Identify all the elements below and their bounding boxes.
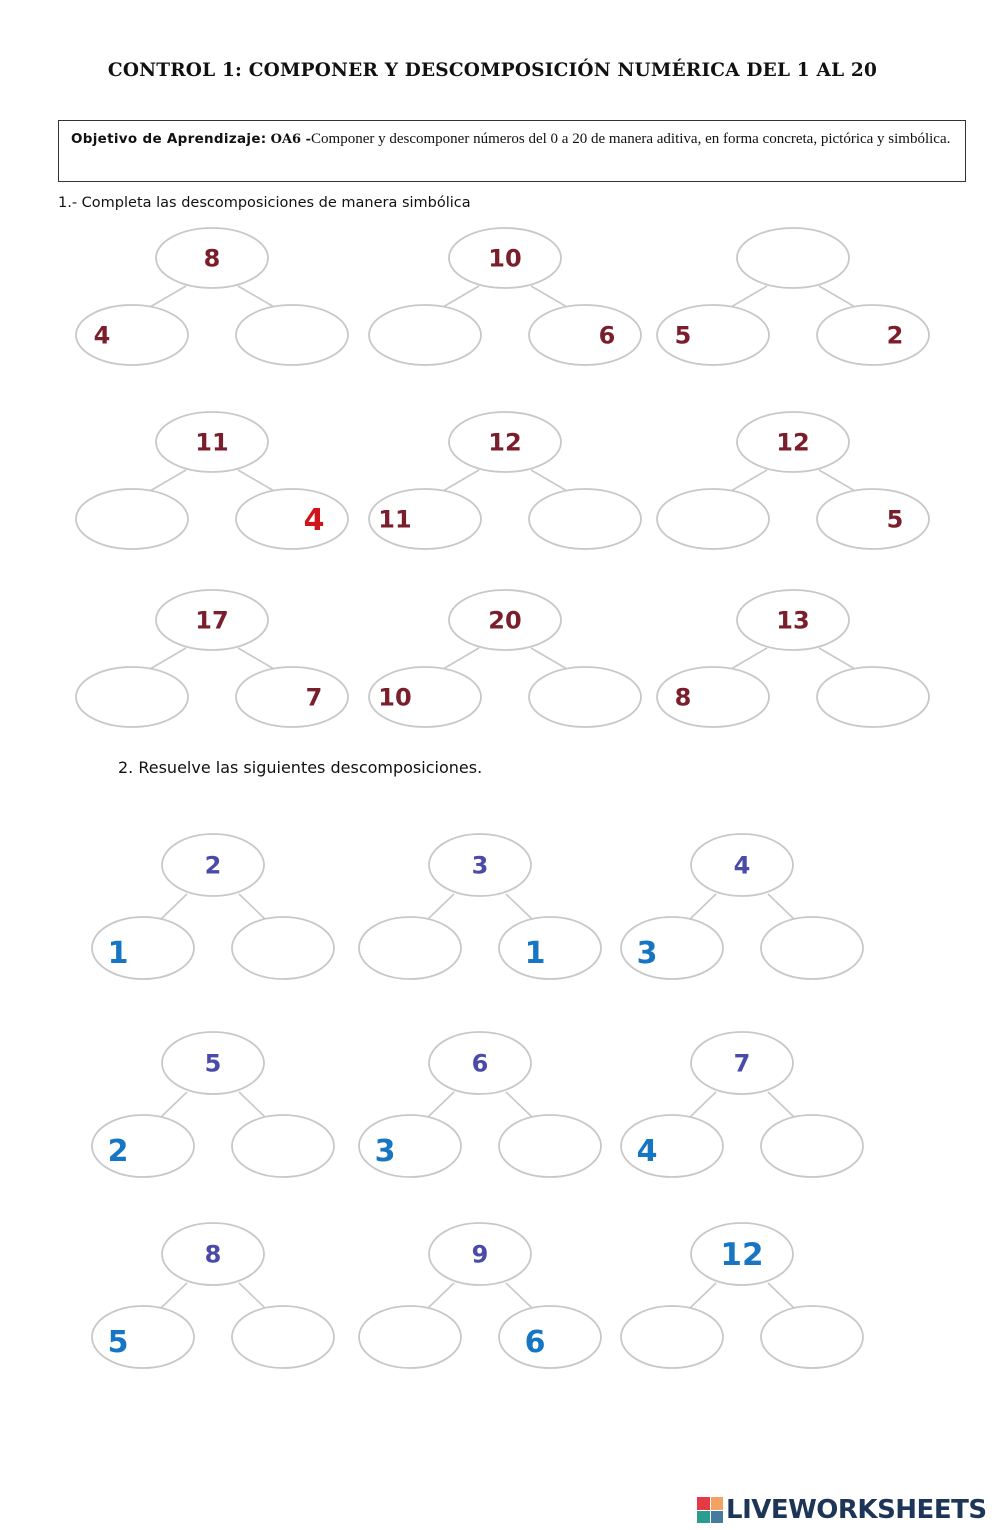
right-part-text: 5 — [886, 505, 904, 534]
objective-text: Componer y descomponer números del 0 a 20 de manera aditiva, en forma concreta, pictórica y simbólica. — [311, 131, 951, 147]
logo-mark-icon — [697, 1497, 723, 1523]
right-part-circle — [236, 489, 348, 549]
top-number-text: 3 — [471, 851, 489, 880]
tree-1-9 — [657, 590, 929, 727]
connector-line — [690, 1092, 716, 1117]
connector-line — [428, 1283, 454, 1308]
connector-line — [443, 470, 479, 491]
left-part-answer-slot[interactable] — [369, 305, 481, 365]
left-part-text: 10 — [378, 683, 412, 712]
connector-line — [731, 286, 767, 307]
right-part-text: 4 — [303, 502, 325, 538]
top-number-text: 5 — [204, 1049, 222, 1078]
top-number-text: 12 — [776, 428, 810, 457]
connector-line — [150, 648, 186, 669]
top-number-text: 8 — [203, 244, 221, 273]
tree-2-5 — [359, 1032, 601, 1177]
tree-1-2 — [369, 228, 641, 365]
right-part-answer-slot[interactable] — [761, 1306, 863, 1368]
connector-line — [506, 1092, 532, 1117]
connector-line — [819, 286, 855, 307]
tree-1-3 — [657, 228, 929, 365]
top-number-text: 9 — [471, 1240, 489, 1269]
right-part-answer-slot[interactable] — [761, 917, 863, 979]
left-part-text: 3 — [636, 935, 658, 971]
right-part-text: 2 — [886, 321, 904, 350]
left-part-answer-slot[interactable] — [359, 1306, 461, 1368]
top-number-text: 12 — [488, 428, 522, 457]
connector-line — [690, 1283, 716, 1308]
tree-1-1 — [76, 228, 348, 365]
right-part-text: 7 — [305, 683, 323, 712]
section1-instruction: 1.- Completa las descomposiciones de manera simbólica — [58, 195, 471, 211]
connector-line — [731, 648, 767, 669]
right-part-answer-slot[interactable] — [529, 489, 641, 549]
connector-line — [161, 1092, 187, 1117]
right-part-circle — [817, 489, 929, 549]
left-part-text: 4 — [93, 321, 111, 350]
connector-line — [238, 470, 274, 491]
connector-line — [150, 286, 186, 307]
top-number-text: 2 — [204, 851, 222, 880]
right-part-text: 6 — [524, 1324, 546, 1360]
connector-line — [443, 286, 479, 307]
connector-line — [768, 1092, 794, 1117]
top-number-text: 4 — [733, 851, 751, 880]
top-number-answer-slot[interactable] — [737, 228, 849, 288]
connector-line — [768, 1283, 794, 1308]
right-part-answer-slot[interactable] — [499, 1115, 601, 1177]
left-part-text: 3 — [374, 1133, 396, 1169]
top-number-text: 10 — [488, 244, 522, 273]
tree-2-1 — [92, 834, 334, 979]
connector-line — [690, 894, 716, 919]
liveworksheets-logo — [697, 1493, 987, 1527]
connector-line — [531, 470, 567, 491]
tree-1-6 — [657, 412, 929, 549]
connector-line — [819, 470, 855, 491]
connector-line — [428, 1092, 454, 1117]
top-number-text: 13 — [776, 606, 810, 635]
tree-2-6 — [621, 1032, 863, 1177]
tree-1-7 — [76, 590, 348, 727]
connector-line — [768, 894, 794, 919]
connector-line — [239, 1092, 265, 1117]
tree-2-7 — [92, 1223, 334, 1368]
section2-instruction: 2. Resuelve las siguientes descomposiciones. — [118, 758, 483, 777]
left-part-answer-slot[interactable] — [621, 1306, 723, 1368]
right-part-answer-slot[interactable] — [761, 1115, 863, 1177]
connector-line — [506, 894, 532, 919]
right-part-answer-slot[interactable] — [236, 305, 348, 365]
connector-line — [238, 648, 274, 669]
tree-2-9 — [621, 1223, 863, 1368]
left-part-text: 8 — [674, 683, 692, 712]
connector-line — [531, 286, 567, 307]
tree-2-4 — [92, 1032, 334, 1177]
connector-line — [731, 470, 767, 491]
right-part-circle — [499, 917, 601, 979]
tree-1-4 — [76, 412, 348, 549]
tree-1-5 — [369, 412, 641, 549]
right-part-answer-slot[interactable] — [232, 917, 334, 979]
left-part-answer-slot[interactable] — [359, 917, 461, 979]
left-part-text: 2 — [107, 1133, 129, 1169]
right-part-circle — [499, 1306, 601, 1368]
connector-line — [531, 648, 567, 669]
worksheet-title: CONTROL 1: COMPONER Y DESCOMPOSICIÓN NUMÉRICA DEL 1 AL 20 — [107, 60, 878, 81]
connector-line — [238, 286, 274, 307]
left-part-answer-slot[interactable] — [657, 489, 769, 549]
right-part-answer-slot[interactable] — [529, 667, 641, 727]
right-part-answer-slot[interactable] — [817, 667, 929, 727]
tree-2-8 — [359, 1223, 601, 1368]
top-number-text: 7 — [733, 1049, 751, 1078]
right-part-circle — [529, 305, 641, 365]
top-number-text: 12 — [720, 1237, 764, 1274]
right-part-text: 1 — [524, 935, 546, 971]
logo-text: LIVEWORKSHEETS — [726, 1495, 987, 1525]
right-part-answer-slot[interactable] — [232, 1306, 334, 1368]
top-number-text: 8 — [204, 1240, 222, 1269]
right-part-text: 6 — [598, 321, 616, 350]
tree-2-2 — [359, 834, 601, 979]
left-part-text: 11 — [378, 505, 412, 534]
left-part-text: 1 — [107, 935, 129, 971]
left-part-answer-slot[interactable] — [76, 667, 188, 727]
connector-line — [161, 1283, 187, 1308]
right-part-circle — [817, 305, 929, 365]
top-number-text: 11 — [195, 428, 229, 457]
connector-line — [819, 648, 855, 669]
tree-2-3 — [621, 834, 863, 979]
connector-line — [443, 648, 479, 669]
right-part-answer-slot[interactable] — [232, 1115, 334, 1177]
tree-1-8 — [369, 590, 641, 727]
connector-line — [239, 1283, 265, 1308]
left-part-answer-slot[interactable] — [76, 489, 188, 549]
connector-line — [239, 894, 265, 919]
objective-code: OA6 - — [270, 132, 312, 147]
connector-line — [150, 470, 186, 491]
connector-line — [161, 894, 187, 919]
connector-line — [506, 1283, 532, 1308]
right-part-circle — [236, 667, 348, 727]
top-number-text: 6 — [471, 1049, 489, 1078]
connector-line — [428, 894, 454, 919]
left-part-text: 5 — [107, 1324, 129, 1360]
left-part-text: 4 — [636, 1133, 658, 1169]
left-part-text: 5 — [674, 321, 692, 350]
top-number-text: 20 — [488, 606, 522, 635]
objective-label: Objetivo de Aprendizaje: — [71, 131, 267, 147]
top-number-text: 17 — [195, 606, 229, 635]
